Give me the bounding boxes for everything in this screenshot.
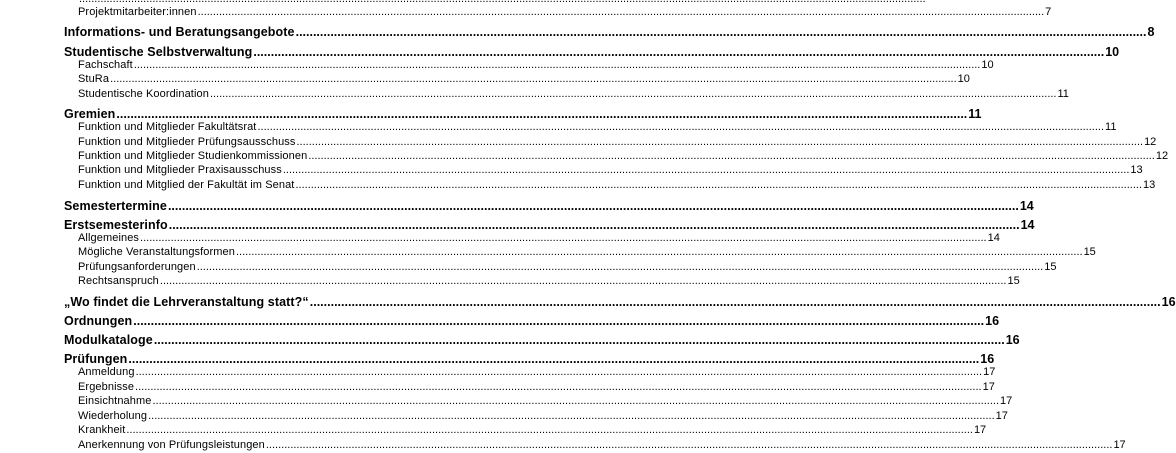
toc-entry-title: Einsichtnahme <box>78 395 152 407</box>
toc-entry[interactable] <box>78 134 1157 148</box>
toc-leader-dots: ..................................................................................................................................................................................................................................................................................... <box>296 136 1144 148</box>
toc-entry[interactable] <box>78 244 1096 258</box>
toc-entry[interactable] <box>64 215 1035 232</box>
toc-leader-dots: ..................................................................................................................................................................................................................................................................................... <box>282 164 1130 176</box>
toc-entry-page: 17 <box>973 424 987 436</box>
toc-entry-page: 16 <box>980 351 995 366</box>
toc-entry-title: Ordnungen <box>64 313 133 328</box>
toc-leader-dots: ..................................................................................................................................................................................................................................................... <box>295 24 1147 39</box>
toc-entry-page: 10 <box>981 59 994 71</box>
toc-entry-page: 14 <box>1020 217 1035 232</box>
toc-leader-dots: ..................................................................................................................................................................................................................................................... <box>116 106 968 121</box>
toc-leader-dots: ..................................................................................................................................................................................................................................................................................... <box>159 275 1007 287</box>
toc-entry-page: 11 <box>968 106 982 121</box>
toc-leader-dots: ..................................................................................................................................................................................................................................................................................... <box>196 261 1044 273</box>
toc-entry-page: 15 <box>1083 246 1096 258</box>
toc-leader-dots: ..................................................................................................................................................................................................................................................................................... <box>135 366 983 378</box>
toc-leader-dots: ..................................................................................................................................................................................................................................................................................... <box>148 410 995 422</box>
toc-entry[interactable] <box>64 330 1020 347</box>
toc-leader-dots: ..................................................................................................................................................................................................................................................... <box>153 332 1005 347</box>
toc-entry-page: 14 <box>987 232 1000 244</box>
toc-leader-dots: ..................................................................................................................................................................................................................................................................................... <box>133 59 981 71</box>
toc-entry-page: 16 <box>1005 332 1020 347</box>
toc-leader-dots: ..................................................................................................................................................................................................................................................................................... <box>140 232 987 244</box>
toc-entry-title: Funktion und Mitglieder Fakultätsrat <box>78 121 257 133</box>
toc-leader-dots: ..................................................................................................................................................................................................................................................... <box>128 351 980 366</box>
toc-entry[interactable] <box>78 422 987 436</box>
toc-entry-page: 13 <box>1143 179 1156 191</box>
toc-entry[interactable] <box>78 408 1008 422</box>
toc-entry-page: 17 <box>982 381 995 393</box>
toc-entry-title: Informations- und Beratungsangebote <box>64 24 295 39</box>
toc-leader-dots: ..................................................................................................................................................................................................................................................................................... <box>110 73 957 85</box>
toc-entry-page: 17 <box>1113 439 1126 451</box>
toc-entry-title: Ergebnisse <box>78 381 135 393</box>
toc-entry-page: 10 <box>1105 44 1120 59</box>
toc-leader-dots: ..................................................................................................................................................................................................................................................................................... <box>308 150 1155 162</box>
toc-entry-title: Fachschaft <box>78 59 133 71</box>
toc-entry[interactable] <box>78 177 1156 191</box>
toc-entry-title: „Wo findet die Lehrveranstaltung statt?“ <box>64 294 309 309</box>
toc-entry[interactable] <box>64 104 982 121</box>
toc-entry[interactable] <box>64 349 995 366</box>
toc-entry[interactable] <box>78 379 995 393</box>
toc-entry[interactable] <box>78 4 1052 18</box>
toc-entry[interactable] <box>78 86 1069 100</box>
toc-entry-title: Allgemeines <box>78 232 140 244</box>
toc-entry-title: Funktion und Mitglied der Fakultät im Senat <box>78 179 295 191</box>
toc-entry-title: Modulkataloge <box>64 332 153 347</box>
toc-entry-page: 16 <box>985 313 1000 328</box>
toc-entry[interactable] <box>78 57 994 71</box>
toc-entry-title: Anmeldung <box>78 366 135 378</box>
toc-entry[interactable] <box>64 42 1120 59</box>
toc-entry[interactable] <box>78 273 1020 287</box>
toc-entry-title: Wiederholung <box>78 410 148 422</box>
toc-entry-title: Funktion und Mitglieder Praxisausschuss <box>78 164 282 176</box>
toc-leader-dots: ..................................................................................................................................................................................................................................................................................... <box>236 246 1083 258</box>
toc-entry-title: Funktion und Mitglieder Prüfungsausschuss <box>78 136 296 148</box>
toc-entry[interactable] <box>78 259 1057 273</box>
toc-entry-page: 11 <box>1057 88 1069 100</box>
toc-entry-title: Anerkennung von Prüfungsleistungen <box>78 439 265 451</box>
toc-entry[interactable] <box>78 119 1117 133</box>
toc-entry[interactable] <box>78 71 970 85</box>
toc-entry-title: Studentische Koordination <box>78 88 209 100</box>
toc-entry[interactable] <box>64 292 1176 309</box>
toc-entry-page: 13 <box>1130 164 1143 176</box>
toc-entry[interactable] <box>78 437 1126 451</box>
toc-entry-page: 10 <box>957 73 970 85</box>
toc-leader-dots: ..................................................................................................................................................................................................................................................... <box>168 217 1020 232</box>
toc-entry-title: Prüfungsanforderungen <box>78 261 196 273</box>
toc-leader-dots: ..................................................................................................................................................................................................................................................................................... <box>209 88 1057 100</box>
toc-leader-dots: ..................................................................................................................................................................................................................................................... <box>309 294 1161 309</box>
toc-entry-title: Studentische Selbstverwaltung <box>64 44 253 59</box>
toc-entry[interactable] <box>64 196 1034 213</box>
toc-leader-dots: ..................................................................................................................................................................................................................................................... <box>133 313 985 328</box>
toc-leader-dots: ..................................................................................................................................................................................................................................................................................... <box>135 381 982 393</box>
toc-entry-page: 8 <box>1147 24 1155 39</box>
toc-entry-title: Projektmitarbeiter:innen <box>78 6 197 18</box>
toc-entry[interactable] <box>64 311 1000 328</box>
toc-entry-title: StuRa <box>78 73 110 85</box>
toc-entry-title: Mögliche Veranstaltungsformen <box>78 246 235 258</box>
toc-leader-dots: ..................................................................................................................................................................................................................................................................................... <box>152 395 1000 407</box>
toc-entry-page: 16 <box>1161 294 1176 309</box>
toc-entry[interactable] <box>64 22 1155 39</box>
toc-entry-title: Krankheit <box>78 424 126 436</box>
toc-entry-title: Prüfungen <box>64 351 128 366</box>
toc-entry-page: 17 <box>995 410 1008 422</box>
toc-entry[interactable] <box>78 364 996 378</box>
toc-entry-title: Rechtsanspruch <box>78 275 159 287</box>
toc-leader-dots: ..................................................................................................................................................................................................................................................................................... <box>265 439 1113 451</box>
toc-entry-title: Gremien <box>64 106 116 121</box>
toc-leader-dots: ..................................................................................................................................................................................................................................................................................... <box>257 121 1105 133</box>
toc-entry-page: 14 <box>1019 198 1034 213</box>
toc-entry-page: 17 <box>1000 395 1013 407</box>
toc-entry[interactable] <box>78 148 1169 162</box>
toc-entry-page: 15 <box>1007 275 1020 287</box>
toc-entry-page: 7 <box>1045 6 1052 18</box>
toc-entry-page: 12 <box>1155 150 1169 162</box>
toc-leader-dots: ..................................................................................................................................................................................................................................................................................... <box>126 424 973 436</box>
toc-leader-dots: ..................................................................................................................................................................................................................................................... <box>167 198 1019 213</box>
toc-entry-title: Funktion und Mitglieder Studienkommissionen <box>78 150 308 162</box>
toc-leader-dots: ..................................................................................................................................................................................................................................................................................... <box>295 179 1143 191</box>
toc-leader-dots: ..................................................................................................................................................................................................................................................................................... <box>197 6 1045 18</box>
toc-entry-page: 11 <box>1105 121 1117 133</box>
toc-entry[interactable] <box>78 230 1000 244</box>
toc-entry-title: Semestertermine <box>64 198 167 213</box>
toc-entry[interactable] <box>78 162 1143 176</box>
toc-entry-page: 17 <box>983 366 996 378</box>
toc-leader-dots: ..................................................................................................................................................................................................................................................... <box>253 44 1105 59</box>
toc-entry-title: Erstsemesterinfo <box>64 217 168 232</box>
toc-entry[interactable] <box>78 393 1013 407</box>
toc-entry-page: 12 <box>1144 136 1157 148</box>
toc-entry-page: 15 <box>1044 261 1057 273</box>
